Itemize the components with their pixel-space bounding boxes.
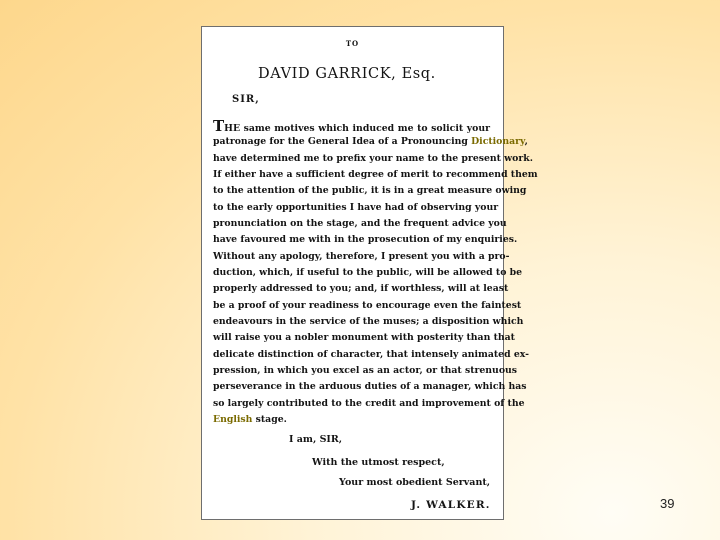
body-text: If either have a sufficient degree of merit to recommend them <box>213 168 538 180</box>
dedicatee-name: DAVID GARRICK, Esq. <box>258 66 436 82</box>
body-text: so largely contributed to the credit and improvement of the <box>213 397 525 409</box>
drop-cap: T <box>213 117 225 135</box>
body-text: be a proof of your readiness to encourage even the faintest <box>213 299 522 311</box>
body-text: endeavours in the service of the muses; a disposition which <box>213 315 524 327</box>
body-line <box>213 330 515 346</box>
scanned-dedication-page <box>201 26 538 520</box>
dedication-body <box>213 117 538 428</box>
salutation: SIR, <box>232 94 260 105</box>
body-line <box>213 265 523 281</box>
body-line <box>213 363 518 379</box>
closing-line-3: Your most obedient Servant, <box>339 477 491 488</box>
body-line <box>213 183 527 199</box>
body-line <box>213 298 522 314</box>
body-text: pression, in which you excel as an actor, or that strenuous <box>213 364 518 376</box>
body-line <box>213 347 529 363</box>
body-line <box>213 281 509 297</box>
highlighted-word: English <box>213 413 253 425</box>
body-text: have favoured me with in the prosecution of my enquiries. <box>213 234 518 246</box>
body-line <box>213 167 538 183</box>
body-line <box>213 134 528 150</box>
page-number: 39 <box>660 496 675 511</box>
body-line <box>213 151 533 167</box>
signature: J. WALKER. <box>411 499 491 511</box>
body-text: to the attention of the public, it is in a great measure owing <box>213 185 527 197</box>
body-line <box>213 379 527 395</box>
body-text: , <box>524 136 528 148</box>
body-text: to the early opportunities I have had of observing your <box>213 201 499 213</box>
highlighted-word: Dictionary <box>471 136 525 148</box>
body-line <box>213 412 490 428</box>
body-line <box>213 118 490 134</box>
body-text: patronage for the General Idea of a Pronouncing <box>213 136 472 148</box>
body-line <box>213 216 507 232</box>
closing-line-2: With the utmost respect, <box>312 457 445 468</box>
body-text: stage. <box>252 413 287 425</box>
heading-to: TO <box>345 39 360 48</box>
body-text: delicate distinction of character, that intensely animated ex- <box>213 348 529 360</box>
body-text: pronunciation on the stage, and the frequent advice you <box>213 217 507 229</box>
body-text: Without any apology, therefore, I present you with a pro- <box>213 250 510 262</box>
body-line <box>213 314 524 330</box>
body-text: HE same motives which induced me to solicit your <box>224 123 490 134</box>
body-line <box>213 396 525 412</box>
body-text: have determined me to prefix your name to the present work. <box>213 152 533 164</box>
body-line <box>213 200 499 216</box>
body-text: perseverance in the arduous duties of a manager, which has <box>213 381 527 393</box>
closing-line-1: I am, SIR, <box>289 434 343 445</box>
body-line <box>213 232 518 248</box>
body-text: properly addressed to you; and, if worthless, will at least <box>213 283 509 295</box>
body-line <box>213 249 510 265</box>
body-text: will raise you a nobler monument with posterity than that <box>213 332 515 344</box>
body-text: duction, which, if useful to the public, will be allowed to be <box>213 266 523 278</box>
